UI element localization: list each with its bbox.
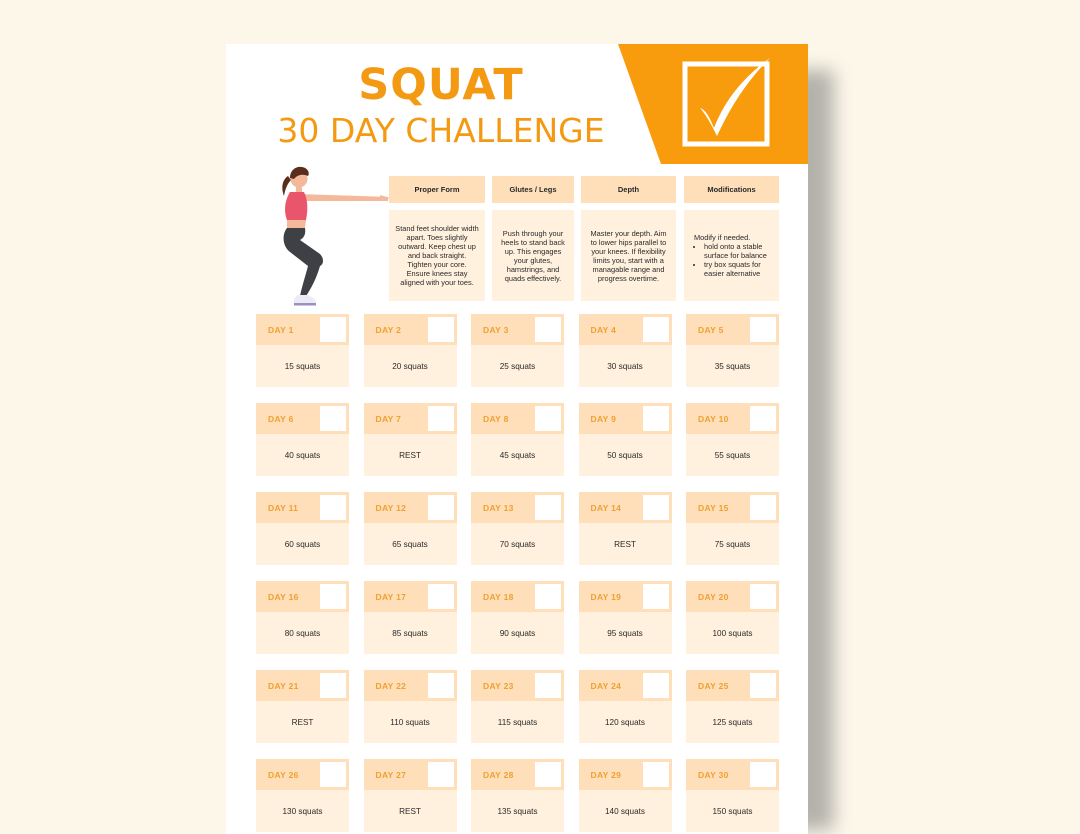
day-card-header xyxy=(364,492,457,523)
day-label: DAY 25 xyxy=(698,680,729,691)
day-checkbox[interactable] xyxy=(320,406,346,431)
day-label: DAY 12 xyxy=(375,502,407,513)
day-card-header xyxy=(364,581,457,612)
day-card xyxy=(686,403,779,476)
day-squats: 45 squats xyxy=(471,434,564,476)
day-checkbox[interactable] xyxy=(643,584,669,609)
day-squats: REST xyxy=(256,701,349,743)
info-text-modifications xyxy=(684,210,779,301)
day-label: DAY 30 xyxy=(698,769,729,780)
day-card xyxy=(686,314,779,387)
day-card-header xyxy=(686,581,779,612)
day-label: DAY 18 xyxy=(483,591,514,602)
day-card-header xyxy=(471,403,564,434)
day-label: DAY 22 xyxy=(375,680,407,691)
day-checkbox[interactable] xyxy=(750,317,776,342)
title-30-day-challenge: 30 DAY CHALLENGE xyxy=(277,111,605,150)
day-label: DAY 13 xyxy=(483,502,514,513)
day-checkbox[interactable] xyxy=(750,584,776,609)
day-label: DAY 4 xyxy=(590,324,617,335)
day-checkbox[interactable] xyxy=(428,495,454,520)
day-card xyxy=(686,492,779,565)
day-checkbox[interactable] xyxy=(535,495,561,520)
day-label: DAY 10 xyxy=(698,413,729,424)
day-card xyxy=(256,581,349,654)
day-card-header xyxy=(471,759,564,790)
day-squats: 65 squats xyxy=(364,523,457,565)
day-card-header xyxy=(686,759,779,790)
challenge-sheet xyxy=(226,44,808,834)
day-squats: REST xyxy=(364,790,457,832)
day-card-header xyxy=(579,670,672,701)
day-card xyxy=(686,759,779,832)
day-label: DAY 21 xyxy=(268,680,299,691)
day-label: DAY 24 xyxy=(590,680,622,691)
day-squats: 125 squats xyxy=(686,701,779,743)
info-text-depth-content: Master your depth. Aim to lower hips parallel to your knees. If flexibility limits you, start with a managable range and progress overtime. xyxy=(590,228,667,283)
modification-item: • hold onto a stable surface for balance xyxy=(704,242,773,260)
day-checkbox[interactable] xyxy=(750,495,776,520)
day-card-header xyxy=(256,314,349,345)
day-card xyxy=(579,403,672,476)
day-checkbox[interactable] xyxy=(535,762,561,787)
day-card xyxy=(256,759,349,832)
day-card xyxy=(256,403,349,476)
day-card xyxy=(364,403,457,476)
day-card xyxy=(471,670,564,743)
day-label: DAY 8 xyxy=(483,413,509,424)
day-card xyxy=(256,492,349,565)
day-label: DAY 27 xyxy=(375,769,407,780)
day-squats: 60 squats xyxy=(256,523,349,565)
day-label: DAY 1 xyxy=(268,324,294,335)
day-squats: 120 squats xyxy=(579,701,672,743)
day-squats: 135 squats xyxy=(471,790,564,832)
day-card xyxy=(579,314,672,387)
day-card xyxy=(364,581,457,654)
day-checkbox[interactable] xyxy=(535,673,561,698)
day-label: DAY 14 xyxy=(590,502,622,513)
day-checkbox[interactable] xyxy=(320,317,346,342)
day-squats: 35 squats xyxy=(686,345,779,387)
day-checkbox[interactable] xyxy=(750,762,776,787)
day-card-header xyxy=(686,492,779,523)
day-card-header xyxy=(256,670,349,701)
day-squats: 130 squats xyxy=(256,790,349,832)
day-squats: 95 squats xyxy=(579,612,672,654)
day-label: DAY 19 xyxy=(590,591,622,602)
day-card xyxy=(364,670,457,743)
day-squats: 140 squats xyxy=(579,790,672,832)
day-label: DAY 6 xyxy=(268,413,294,424)
day-card-header xyxy=(579,581,672,612)
day-card xyxy=(471,759,564,832)
day-checkbox[interactable] xyxy=(320,495,346,520)
day-card xyxy=(471,581,564,654)
day-label: DAY 23 xyxy=(483,680,514,691)
day-card-header xyxy=(471,492,564,523)
day-card xyxy=(364,492,457,565)
day-squats: 55 squats xyxy=(686,434,779,476)
day-checkbox[interactable] xyxy=(535,584,561,609)
day-card-header xyxy=(256,759,349,790)
info-heading-depth: Depth xyxy=(581,176,676,203)
day-squats: 150 squats xyxy=(686,790,779,832)
day-card xyxy=(686,581,779,654)
day-label: DAY 29 xyxy=(590,769,622,780)
day-card-header xyxy=(256,492,349,523)
day-checkbox[interactable] xyxy=(750,673,776,698)
info-heading-proper-form: Proper Form xyxy=(389,176,485,203)
modifications-intro: Modify if needed. xyxy=(694,233,751,242)
day-checkbox[interactable] xyxy=(535,406,561,431)
info-heading-glutes-legs: Glutes / Legs xyxy=(492,176,574,203)
day-card-header xyxy=(686,670,779,701)
day-squats: 75 squats xyxy=(686,523,779,565)
day-card xyxy=(364,759,457,832)
day-checkbox[interactable] xyxy=(428,762,454,787)
day-squats: 50 squats xyxy=(579,434,672,476)
day-card-header xyxy=(471,670,564,701)
day-label: DAY 2 xyxy=(375,324,402,335)
day-checkbox[interactable] xyxy=(428,406,454,431)
day-squats: 115 squats xyxy=(471,701,564,743)
day-squats: 30 squats xyxy=(579,345,672,387)
day-grid xyxy=(256,314,779,832)
day-checkbox[interactable] xyxy=(643,762,669,787)
day-label: DAY 15 xyxy=(698,502,729,513)
day-squats: 90 squats xyxy=(471,612,564,654)
info-text-glutes-legs-content: Push through your heels to stand back up. This engages your glutes, hamstrings, and quads effectively. xyxy=(501,228,565,283)
day-card-header xyxy=(364,670,457,701)
day-card xyxy=(686,670,779,743)
day-label: DAY 17 xyxy=(375,591,407,602)
day-checkbox[interactable] xyxy=(643,673,669,698)
day-checkbox[interactable] xyxy=(428,673,454,698)
day-label: DAY 28 xyxy=(483,769,514,780)
day-card-header xyxy=(579,759,672,790)
day-card-header xyxy=(256,403,349,434)
day-card xyxy=(256,314,349,387)
day-squats: 85 squats xyxy=(364,612,457,654)
modifications-list xyxy=(694,242,773,278)
day-card-header xyxy=(686,403,779,434)
info-text-proper-form xyxy=(389,210,485,301)
day-label: DAY 16 xyxy=(268,591,299,602)
day-squats: 25 squats xyxy=(471,345,564,387)
info-text-proper-form-content: Stand feet shoulder width apart. Toes slightly outward. Keep chest up and back straight. Tighten your core. Ensure knees stay aligned with your toes. xyxy=(395,224,479,287)
day-checkbox[interactable] xyxy=(428,317,454,342)
day-squats: 100 squats xyxy=(686,612,779,654)
day-card-header xyxy=(579,403,672,434)
day-checkbox[interactable] xyxy=(750,406,776,431)
day-card xyxy=(579,670,672,743)
day-checkbox[interactable] xyxy=(428,584,454,609)
info-heading-modifications: Modifications xyxy=(684,176,779,203)
day-squats: REST xyxy=(364,434,457,476)
day-card xyxy=(579,492,672,565)
day-label: DAY 26 xyxy=(268,769,299,780)
day-card xyxy=(256,670,349,743)
day-checkbox[interactable] xyxy=(320,673,346,698)
day-card-header xyxy=(256,581,349,612)
day-label: DAY 9 xyxy=(590,413,617,424)
day-checkbox[interactable] xyxy=(643,495,669,520)
woman-squatting-figure xyxy=(254,162,390,310)
day-squats: REST xyxy=(579,523,672,565)
day-card-header xyxy=(579,492,672,523)
day-checkbox[interactable] xyxy=(320,762,346,787)
title-squat: SQUAT xyxy=(358,60,524,110)
checkbox-check-icon xyxy=(618,44,808,164)
day-squats: 110 squats xyxy=(364,701,457,743)
day-squats: 15 squats xyxy=(256,345,349,387)
day-label: DAY 7 xyxy=(375,413,402,424)
day-checkbox[interactable] xyxy=(535,317,561,342)
day-card xyxy=(471,314,564,387)
day-card-header xyxy=(364,759,457,790)
day-squats: 80 squats xyxy=(256,612,349,654)
day-checkbox[interactable] xyxy=(643,317,669,342)
day-card-header xyxy=(364,314,457,345)
day-card-header xyxy=(686,314,779,345)
day-card xyxy=(364,314,457,387)
day-squats: 20 squats xyxy=(364,345,457,387)
info-text-depth xyxy=(581,210,676,301)
day-label: DAY 11 xyxy=(268,502,299,513)
day-label: DAY 5 xyxy=(698,324,724,335)
day-card xyxy=(579,581,672,654)
day-card-header xyxy=(364,403,457,434)
day-checkbox[interactable] xyxy=(320,584,346,609)
info-text-glutes-legs xyxy=(492,210,574,301)
day-label: DAY 3 xyxy=(483,324,509,335)
day-card-header xyxy=(471,581,564,612)
day-checkbox[interactable] xyxy=(643,406,669,431)
day-card-header xyxy=(471,314,564,345)
day-squats: 70 squats xyxy=(471,523,564,565)
day-card-header xyxy=(579,314,672,345)
day-label: DAY 20 xyxy=(698,591,729,602)
day-card xyxy=(471,403,564,476)
day-card xyxy=(579,759,672,832)
day-squats: 40 squats xyxy=(256,434,349,476)
modification-item: • try box squats for easier alternative xyxy=(704,260,773,278)
day-card xyxy=(471,492,564,565)
